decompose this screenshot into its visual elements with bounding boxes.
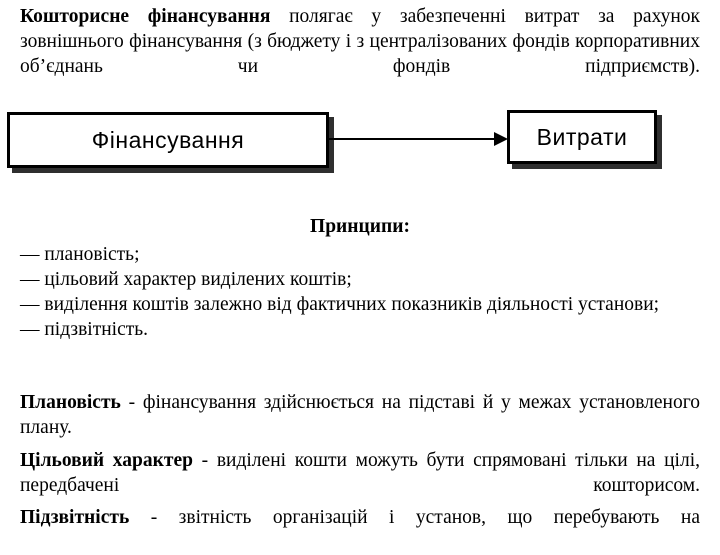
definition-term: Цільовий характер	[20, 450, 193, 471]
financing-diagram	[0, 107, 720, 207]
definition-text: - фінансування здійснюється на підставі й у межах установленого плану.	[20, 392, 700, 438]
principle-item: — виділення коштів залежно від фактичних показників діяльності установи;	[20, 294, 660, 315]
definition-accountability	[20, 505, 700, 555]
definition-term: Плановість	[20, 392, 121, 413]
arrow-head-icon	[494, 132, 508, 146]
expenses-box-label: Витрати	[536, 123, 628, 150]
definition-text: - звітність організацій і установ, що перебувають на	[129, 507, 700, 528]
intro-paragraph	[20, 4, 700, 108]
principle-item: — цільовий характер виділених коштів;	[20, 269, 352, 290]
principles-list	[20, 242, 700, 342]
definition-term: Підзвітність	[20, 507, 130, 528]
principle-item: — підзвітність.	[20, 319, 149, 340]
arrow-line	[328, 138, 496, 140]
financing-box-label: Фінансування	[91, 126, 245, 153]
intro-term: Кошторисне фінансування	[20, 6, 271, 27]
principle-item: — плановість;	[20, 244, 140, 265]
financing-box	[7, 112, 329, 168]
definition-text: - виділені кошти можуть бути спрямовані тільки на цілі, передбачені кошторисом.	[20, 450, 700, 496]
intro-text: полягає у забезпеченні витрат за рахунок зовнішнього фінансування (з бюджету і з централізованих фондів корпоративних об’єднань чи фондів підприємств).	[20, 6, 700, 77]
principles-heading: Принципи:	[310, 216, 410, 237]
expenses-box	[507, 110, 657, 164]
